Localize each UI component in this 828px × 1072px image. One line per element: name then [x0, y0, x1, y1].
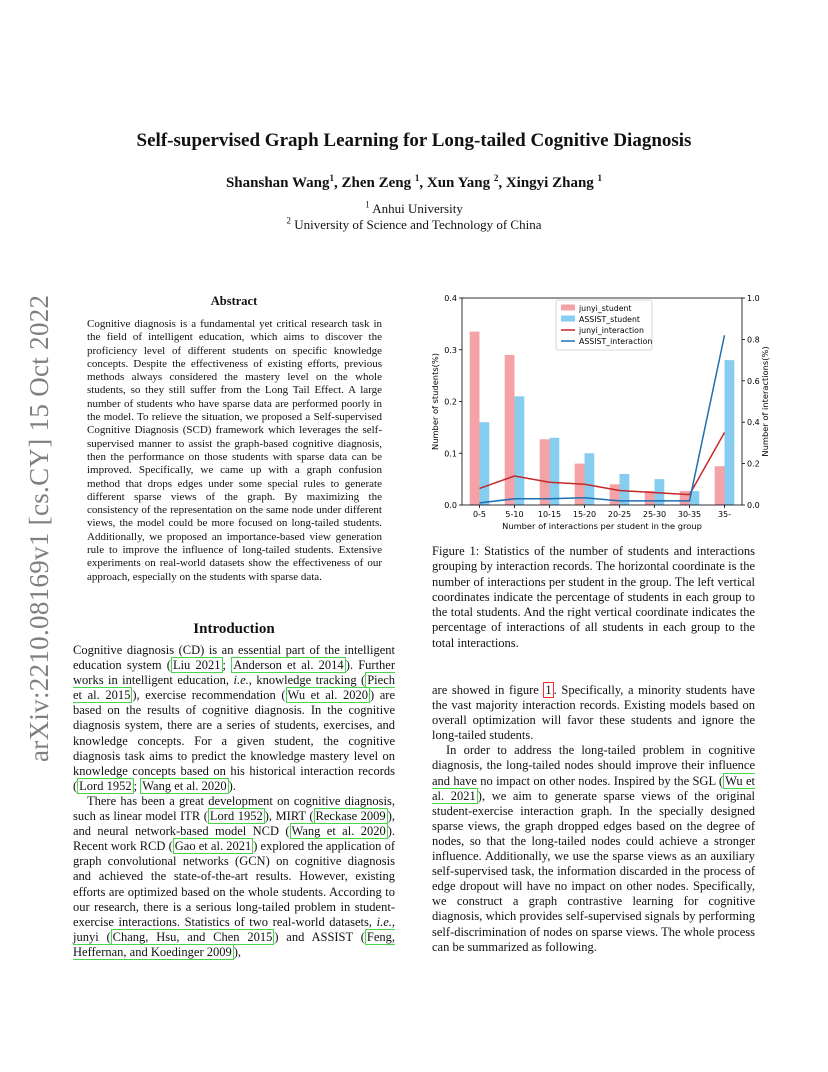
text-run: are showed in figure	[432, 683, 544, 697]
figure-reference-link[interactable]: 1	[545, 683, 552, 697]
bar-junyi_student	[610, 484, 620, 505]
figure-caption: Figure 1: Statistics of the number of students and interactions grouping by interaction records. The horizontal coordinate is the number of interactions per student in the group. The left vertical coordinates indicate the percentage of students in each group to the total students. And the right vertical coordinate indicates the percentage of interactions of all students in each group to the total interactions.	[432, 544, 755, 650]
author-separator: ,	[498, 175, 506, 191]
citation-link[interactable]: Gao et al. 2021	[174, 839, 252, 854]
figure-1-chart	[428, 288, 788, 536]
x-tick-label: 35-	[717, 510, 732, 519]
y-right-tick-label: 0.8	[747, 335, 760, 345]
text-run: , knowledge tracking (	[248, 673, 366, 688]
bar-junyi_student	[680, 491, 690, 505]
text-run: ), MIRT (	[264, 809, 314, 824]
legend-swatch	[561, 305, 575, 311]
x-tick-label: 0-5	[472, 510, 487, 519]
left-column	[73, 643, 395, 960]
bar-ASSIST_student	[515, 396, 525, 505]
bar-ASSIST_student	[550, 438, 560, 505]
text-run: ).	[228, 778, 236, 793]
text-run-italic: i.e.	[376, 914, 392, 929]
text-run: ) explored the application of graph convolutional networks (GCN) on cognitive diagnosis and achieved the state-of-the-art results. However, existing efforts are optimized based on the whole students. According to our research, there is a serious long-tailed problem in student-exercise interactions. Statistics of two real-world datasets,	[73, 839, 395, 929]
citation-link[interactable]: Chang, Hsu, and Chen 2015	[112, 929, 273, 944]
text-run: ), and neural network-based model NCD (	[73, 809, 395, 839]
text-run: ), we aim to generate sparse views of the original student-exercise interaction graph. In the specially designed sparse views, the graph dropped edges based on the degree of nodes, so that the long-tailed nodes could achieve a stronger influence. Additionally, we use the sparse views as an auxiliary self-supervised task, the information discarded in the process of edge dropout will have no impact on other nodes. Specifically, we construct a graph contrastive learning for cognitive diagnosis, which provides self-supervised signals by performing self-discrimination of nodes on sparse views. The whole process can be summarized as following.	[432, 788, 755, 954]
legend-label: ASSIST_student	[579, 315, 640, 324]
x-tick-label: 10-15	[537, 510, 562, 519]
legend-label: ASSIST_interaction	[579, 337, 653, 346]
citation-link[interactable]: Liu 2021	[172, 658, 221, 673]
affiliation	[0, 217, 828, 233]
author-name: Shanshan Wang	[225, 175, 330, 191]
intro-paragraph-1	[73, 643, 395, 794]
citation-link[interactable]: Lord 1952	[209, 809, 263, 824]
y-tick-label: 0.2	[444, 397, 457, 407]
y-axis-label: Number of students(%)	[430, 353, 440, 450]
x-tick-label: 20-25	[607, 510, 632, 519]
text-run: Cognitive diagnosis (CD) is an essential part of the intelligent education system (	[73, 643, 395, 673]
citation-link[interactable]: Wang et al. 2020	[291, 824, 386, 839]
citation-link[interactable]: Feng, Heffernan, and Koedinger 2009	[73, 929, 396, 959]
x-tick-label: 5-10	[505, 510, 524, 519]
citation-link[interactable]: Wang et al. 2020	[142, 778, 227, 793]
affiliation-name: University of Science and Technology of China	[291, 217, 542, 232]
citation-link[interactable]: Piech et al. 2015	[73, 673, 395, 703]
text-run: , junyi (	[73, 914, 395, 944]
arxiv-watermark: arXiv:2210.08169v1 [cs.CY] 15 Oct 2022	[24, 294, 54, 762]
y-tick-label: 0.1	[444, 449, 457, 459]
text-run: There has been a great development on cognitive diagnosis, such as linear model ITR (	[73, 793, 395, 824]
bar-junyi_student	[470, 332, 480, 505]
author-name: Xingyi Zhang	[505, 175, 598, 191]
text-run-italic: i.e.	[233, 673, 249, 688]
citation-link[interactable]: Wu et al. 2020	[287, 688, 368, 703]
text-run: ;	[222, 658, 232, 673]
citation-link[interactable]: Wu et al. 2021	[432, 773, 755, 803]
legend-label: junyi_interaction	[579, 326, 644, 335]
author-name: Zhen Zeng	[341, 175, 415, 191]
author-separator: ,	[419, 175, 427, 191]
text-run: ), exercise recommendation (	[132, 688, 286, 703]
citation-link[interactable]: Lord 1952	[79, 778, 132, 793]
x-axis-label: Number of interactions per student in the group	[502, 521, 702, 531]
author-separator: ,	[334, 175, 342, 191]
introduction-heading: Introduction	[193, 621, 275, 637]
legend-swatch	[561, 316, 575, 322]
text-run: ) and ASSIST (	[274, 929, 365, 944]
intro-paragraph-2	[73, 794, 395, 960]
right-column	[432, 683, 755, 955]
y-right-tick-label: 0.4	[747, 418, 760, 428]
paper-title: Self-supervised Graph Learning for Long-tailed Cognitive Diagnosis	[136, 130, 692, 151]
author-affil-sup: 1	[597, 173, 603, 183]
affiliation-sup: 2	[286, 215, 291, 226]
affiliation	[0, 201, 828, 217]
text-run: ). Recent work RCD (	[73, 824, 395, 854]
author-list	[0, 175, 828, 192]
bar-junyi_student	[540, 439, 550, 505]
legend-label: junyi_student	[579, 304, 632, 313]
text-run: ) are based on the results of cognitive diagnosis. In the cognitive diagnosis system, there are a series of students, exercises, and knowledge concepts. For a given student, the cognitive diagnosis task aims to predict the knowledge mastery level on knowledge concepts based on his historical interaction records (	[73, 688, 396, 793]
bar-ASSIST_student	[725, 360, 735, 505]
author-affil-sup: 1	[329, 173, 334, 183]
citation-link[interactable]: Anderson et al. 2014	[233, 658, 344, 673]
body-paragraph-1	[432, 683, 755, 743]
affiliation-name: Anhui University	[369, 201, 463, 216]
y-right-tick-label: 0.2	[747, 459, 760, 469]
text-run: In order to address the long-tailed problem in cognitive diagnosis, the long-tailed nodes should improve their influence and have no impact on other nodes. Inspired by the SGL (	[432, 743, 755, 788]
text-run: ;	[133, 778, 141, 793]
body-paragraph-2	[432, 743, 755, 954]
text-run: . Specifically, a minority students have the vast majority interaction records. Existing models based on overall optimization will favor these students and ignore the long-tailed students.	[432, 683, 755, 743]
y-right-tick-label: 0.0	[747, 501, 760, 510]
abstract-heading: Abstract	[210, 294, 258, 308]
x-tick-label: 30-35	[677, 510, 702, 519]
y-tick-label: 0.0	[444, 501, 457, 510]
y-right-tick-label: 0.6	[747, 376, 760, 386]
x-tick-label: 15-20	[572, 510, 597, 519]
text-run: ). Further works in intelligent education,	[73, 658, 395, 688]
affiliation-sup: 1	[365, 199, 370, 210]
text-run: ),	[233, 944, 242, 959]
bar-junyi_student	[505, 355, 515, 505]
author-affil-sup: 2	[493, 173, 499, 183]
abstract-text: Cognitive diagnosis is a fundamental yet critical research task in the field of intelligent education, which aims to discover the proficiency level of different students on specific knowledge concepts. Despite the effectiveness of existing efforts, previous methods always considered the mastery level on the whole students, so they still suffer from the Long Tail Effect. A large number of students who have sparse data are performed poorly in the model. To relieve the situation, we proposed a Self-supervised Cognitive Diagnosis (SCD) framework which leverages the self-supervised manner to assist the graph-based cognitive diagnosis, then the performance on those students with sparse data can be improved. Specifically, we came up with a graph confusion method that drops edges under some special rules to generate different sparse views of the graph. By maximizing the consistency of the representation on the same node under different views, the model could be more focused on long-tailed students. Additionally, we proposed an importance-based view generation rule to improve the influence of long-tailed students. Extensive experiments on real-world datasets show the effectiveness of our approach, especially on the students with sparse data.	[87, 318, 382, 583]
bar-ASSIST_student	[480, 422, 490, 505]
y-tick-label: 0.3	[444, 345, 457, 355]
y-right-tick-label: 1.0	[747, 294, 760, 303]
author-affil-sup: 1	[414, 173, 420, 183]
citation-link[interactable]: Reckase 2009	[315, 809, 386, 824]
y-tick-label: 0.4	[444, 294, 457, 303]
x-tick-label: 25-30	[642, 510, 667, 519]
bar-junyi_student	[715, 466, 725, 505]
y-right-axis-label: Number of interactions(%)	[760, 346, 770, 457]
author-name: Xun Yang	[426, 175, 494, 191]
